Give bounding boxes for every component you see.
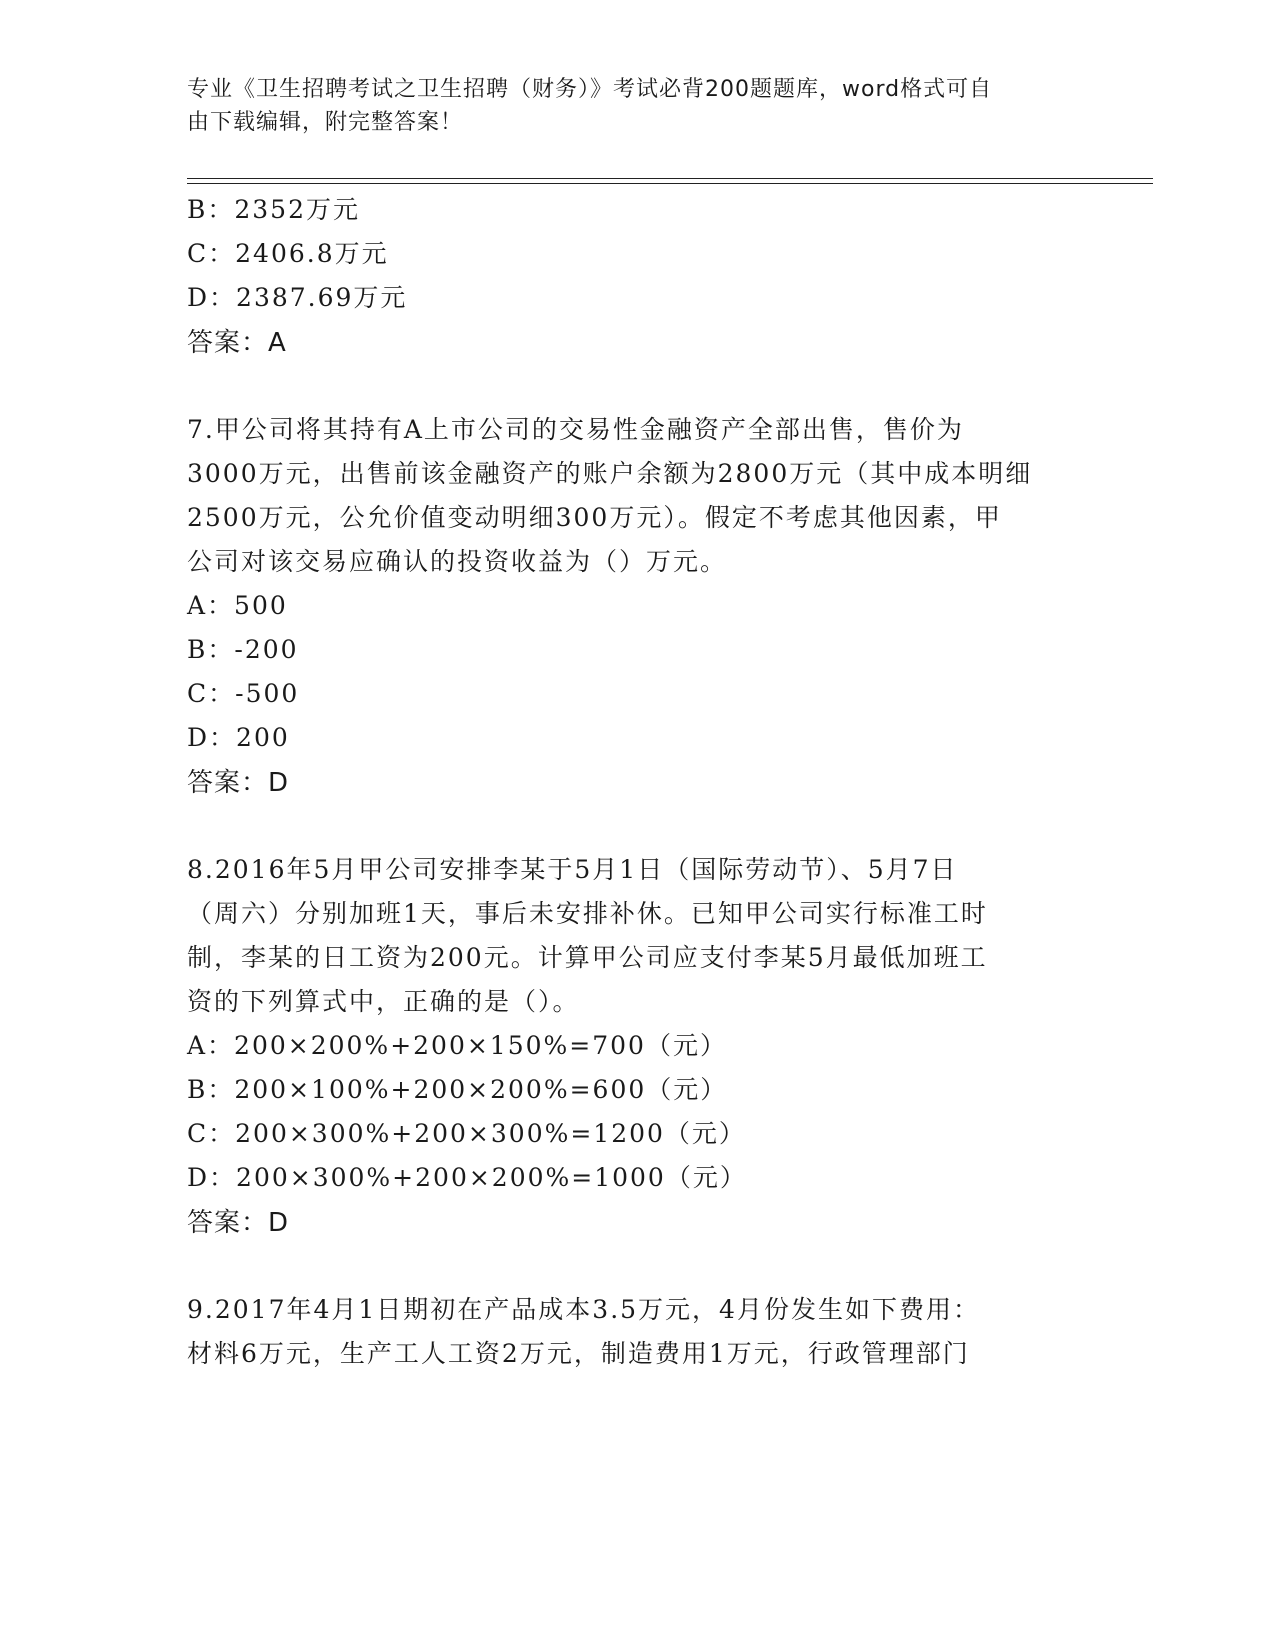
q7-answer: 答案：D — [187, 768, 290, 798]
header-line-2: 由下载编辑，附完整答案！ — [187, 110, 464, 135]
q8-option-a: A：200×200%+200×150%=700（元） — [187, 1031, 727, 1060]
q7-option-a: A：500 — [187, 591, 288, 620]
header-divider-bottom — [187, 183, 1153, 184]
q8-stem-line-2: （周六）分别加班1天，事后未安排补休。已知甲公司实行标准工时 — [187, 899, 988, 928]
q7-stem-line-3: 2500万元，公允价值变动明细300万元）。假定不考虑其他因素，甲 — [187, 503, 1002, 532]
q7-stem-line-1: 7.甲公司将其持有A上市公司的交易性金融资产全部出售，售价为 — [187, 415, 964, 444]
q8-option-b: B：200×100%+200×200%=600（元） — [187, 1075, 728, 1104]
header-divider-top — [187, 178, 1153, 179]
q8-option-d: D：200×300%+200×200%=1000（元） — [187, 1163, 747, 1192]
q8-option-c: C：200×300%+200×300%=1200（元） — [187, 1119, 746, 1148]
document-header — [187, 73, 1067, 139]
q9-stem-line-2: 材料6万元，生产工人工资2万元，制造费用1万元，行政管理部门 — [187, 1339, 970, 1368]
q6-option-b: B：2352万元 — [187, 195, 360, 224]
q6-answer: 答案：A — [187, 328, 287, 358]
q9-stem-line-1: 9.2017年4月1日期初在产品成本3.5万元，4月份发生如下费用： — [187, 1295, 980, 1324]
q7-option-b: B：-200 — [187, 635, 299, 664]
q7-stem-line-2: 3000万元，出售前该金融资产的账户余额为2800万元（其中成本明细 — [187, 459, 1033, 488]
q7-stem-line-4: 公司对该交易应确认的投资收益为（）万元。 — [187, 547, 728, 576]
q8-answer: 答案：D — [187, 1208, 290, 1238]
q6-option-c: C：2406.8万元 — [187, 239, 389, 268]
q8-stem-line-4: 资的下列算式中，正确的是（）。 — [187, 987, 580, 1016]
q8-stem-line-1: 8.2016年5月甲公司安排李某于5月1日（国际劳动节）、5月7日 — [187, 855, 958, 884]
q6-option-d: D：2387.69万元 — [187, 283, 408, 312]
header-line-1: 专业《卫生招聘考试之卫生招聘（财务）》考试必背200题题库，word格式可自 — [187, 77, 993, 102]
q7-option-c: C：-500 — [187, 679, 300, 708]
q8-stem-line-3: 制，李某的日工资为200元。计算甲公司应支付李某5月最低加班工 — [187, 943, 988, 972]
q7-option-d: D：200 — [187, 723, 290, 752]
